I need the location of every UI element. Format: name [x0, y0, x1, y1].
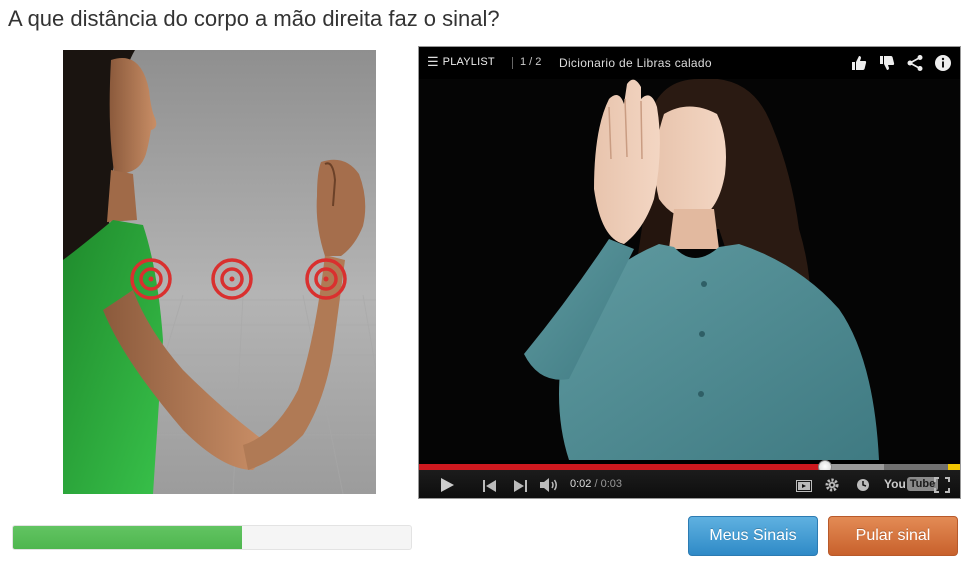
meus-sinais-button[interactable]: Meus Sinais — [688, 516, 818, 556]
video-frame[interactable] — [419, 79, 960, 460]
clock-icon[interactable] — [856, 478, 870, 497]
play-icon[interactable] — [439, 477, 455, 498]
fullscreen-icon[interactable] — [934, 477, 950, 498]
settings-icon[interactable] — [824, 477, 840, 498]
time-display — [570, 478, 622, 490]
thumbs-up-icon[interactable] — [850, 54, 868, 72]
share-icon[interactable] — [906, 54, 924, 72]
youtube-logo-you: You — [884, 477, 906, 491]
duration: / 0:03 — [594, 478, 623, 490]
video-still — [419, 79, 960, 460]
avatar-scene — [63, 50, 376, 494]
player-top-bar — [419, 47, 960, 79]
pular-sinal-button[interactable]: Pular sinal — [828, 516, 958, 556]
youtube-logo-tube: Tube — [907, 477, 938, 491]
avatar-illustration — [63, 50, 376, 494]
watch-later-icon[interactable] — [796, 479, 812, 497]
video-title[interactable]: Dicionario de Libras calado — [559, 56, 712, 70]
playlist-toggle[interactable] — [427, 56, 495, 68]
current-time: 0:02 — [570, 478, 592, 490]
player-controls — [419, 470, 960, 499]
info-icon[interactable] — [934, 54, 952, 72]
playlist-separator — [512, 57, 513, 69]
volume-icon[interactable] — [540, 478, 560, 497]
video-player[interactable] — [418, 46, 961, 499]
youtube-logo[interactable] — [884, 477, 938, 491]
question-title: A que distância do corpo a mão direita faz o sinal? — [8, 6, 500, 31]
previous-icon[interactable] — [483, 479, 497, 497]
playlist-position: 1 / 2 — [520, 56, 542, 68]
thumbs-down-icon[interactable] — [878, 54, 896, 72]
playlist-label: PLAYLIST — [442, 56, 495, 68]
top-icons — [850, 54, 952, 72]
next-icon[interactable] — [513, 479, 527, 497]
playlist-icon: ☰ — [427, 54, 439, 69]
quiz-progress-bar — [12, 525, 412, 550]
quiz-progress-fill — [13, 526, 242, 549]
